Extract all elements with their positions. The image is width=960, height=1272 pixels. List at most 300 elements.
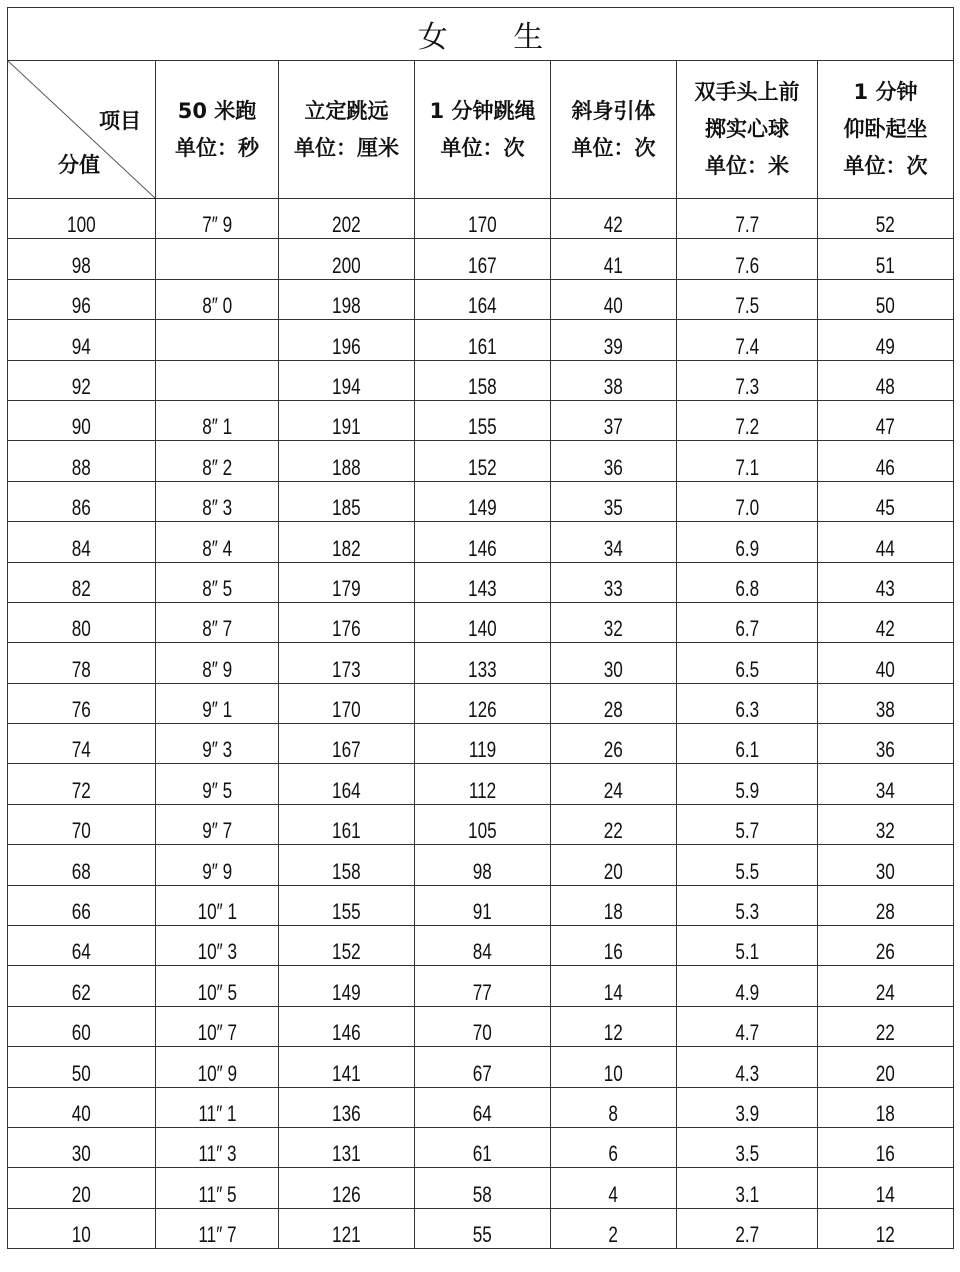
- cell-text: 10″ 9: [197, 1060, 237, 1086]
- value-cell: [677, 724, 818, 764]
- column-header-line: 单位：次: [571, 135, 656, 160]
- cell-text: 6.3: [735, 697, 759, 723]
- score-cell: [8, 441, 156, 481]
- value-cell: [551, 602, 677, 642]
- cell-text: 8: [608, 1100, 619, 1126]
- cell-text: 173: [332, 656, 361, 682]
- cell-text: 131: [332, 1141, 361, 1167]
- scoring-table: [7, 7, 954, 1249]
- value-cell: [677, 764, 818, 804]
- value-cell: [279, 804, 415, 844]
- cell-text: 5.9: [735, 777, 759, 803]
- value-cell: [551, 926, 677, 966]
- value-cell: [818, 1087, 954, 1127]
- value-cell: [551, 683, 677, 723]
- cell-text: 26: [875, 939, 896, 965]
- score-cell: [8, 804, 156, 844]
- cell-text: 7.6: [735, 252, 759, 278]
- value-cell: [551, 360, 677, 400]
- value-cell: [415, 966, 551, 1006]
- cell-text: 10″ 5: [197, 979, 237, 1005]
- cell-text: 44: [875, 535, 896, 561]
- value-cell: [677, 320, 818, 360]
- cell-text: 6.5: [735, 656, 759, 682]
- value-cell: [279, 481, 415, 521]
- value-cell: [677, 1208, 818, 1248]
- value-cell: [818, 602, 954, 642]
- cell-text: 36: [875, 737, 896, 763]
- cell-text: 133: [468, 656, 497, 682]
- cell-text: 10: [71, 1222, 92, 1248]
- column-header-line: 立定跳远: [304, 98, 389, 123]
- cell-text: 35: [603, 495, 624, 521]
- value-cell: [156, 1208, 279, 1248]
- value-cell: [279, 1208, 415, 1248]
- value-cell: [551, 441, 677, 481]
- score-cell: [8, 320, 156, 360]
- value-cell: [551, 562, 677, 602]
- score-cell: [8, 764, 156, 804]
- cell-text: 191: [332, 414, 361, 440]
- column-header: [818, 61, 954, 199]
- value-cell: [415, 602, 551, 642]
- score-cell: [8, 926, 156, 966]
- cell-text: 8″ 2: [202, 454, 232, 480]
- score-cell: [8, 845, 156, 885]
- value-cell: [279, 643, 415, 683]
- value-cell: [415, 926, 551, 966]
- cell-text: 3.9: [735, 1100, 759, 1126]
- value-cell: [551, 199, 677, 239]
- column-header: [415, 61, 551, 199]
- cell-text: 38: [875, 697, 896, 723]
- value-cell: [677, 885, 818, 925]
- value-cell: [156, 279, 279, 319]
- value-cell: [818, 441, 954, 481]
- cell-text: 70: [71, 818, 92, 844]
- value-cell: [156, 522, 279, 562]
- value-cell: [156, 602, 279, 642]
- cell-text: 7.3: [735, 373, 759, 399]
- cell-text: 98: [71, 252, 92, 278]
- score-cell: [8, 683, 156, 723]
- value-cell: [415, 764, 551, 804]
- cell-text: 76: [71, 697, 92, 723]
- cell-text: 11″ 3: [197, 1141, 237, 1167]
- value-cell: [677, 845, 818, 885]
- cell-text: 16: [603, 939, 624, 965]
- cell-text: 9″ 9: [202, 858, 232, 884]
- value-cell: [677, 481, 818, 521]
- value-cell: [677, 683, 818, 723]
- value-cell: [415, 845, 551, 885]
- cell-text: 9″ 3: [202, 737, 232, 763]
- cell-text: 84: [71, 535, 92, 561]
- cell-text: 2: [608, 1222, 619, 1248]
- value-cell: [677, 1047, 818, 1087]
- value-cell: [818, 320, 954, 360]
- cell-text: 140: [468, 616, 497, 642]
- cell-text: 32: [603, 616, 624, 642]
- cell-text: 18: [875, 1100, 896, 1126]
- cell-text: 80: [71, 616, 92, 642]
- cell-text: 158: [332, 858, 361, 884]
- table-row: [8, 1208, 954, 1248]
- corner-item-label: 项目: [99, 109, 141, 133]
- cell-text: 32: [875, 818, 896, 844]
- cell-text: 94: [71, 333, 92, 359]
- column-header-line: 50 米跑: [177, 98, 257, 123]
- value-cell: [415, 1087, 551, 1127]
- cell-text: 24: [603, 777, 624, 803]
- value-cell: [415, 481, 551, 521]
- column-header: [677, 61, 818, 199]
- value-cell: [279, 360, 415, 400]
- cell-text: 7.4: [735, 333, 759, 359]
- table-row: [8, 239, 954, 279]
- value-cell: [551, 1047, 677, 1087]
- cell-text: 67: [472, 1060, 493, 1086]
- cell-text: 12: [603, 1020, 624, 1046]
- table-row: [8, 926, 954, 966]
- cell-text: 64: [472, 1100, 493, 1126]
- cell-text: 6.1: [735, 737, 759, 763]
- value-cell: [551, 845, 677, 885]
- score-cell: [8, 199, 156, 239]
- value-cell: [279, 279, 415, 319]
- value-cell: [279, 966, 415, 1006]
- value-cell: [551, 481, 677, 521]
- cell-text: 96: [71, 293, 92, 319]
- value-cell: [415, 683, 551, 723]
- cell-text: 10″ 1: [197, 899, 237, 925]
- score-cell: [8, 360, 156, 400]
- cell-text: 7.1: [735, 454, 759, 480]
- value-cell: [156, 966, 279, 1006]
- cell-text: 42: [875, 616, 896, 642]
- value-cell: [279, 845, 415, 885]
- value-cell: [415, 279, 551, 319]
- table-row: [8, 562, 954, 602]
- score-cell: [8, 562, 156, 602]
- value-cell: [818, 360, 954, 400]
- cell-text: 7.5: [735, 293, 759, 319]
- cell-text: 42: [603, 212, 624, 238]
- value-cell: [551, 320, 677, 360]
- cell-text: 149: [332, 979, 361, 1005]
- cell-text: 6.7: [735, 616, 759, 642]
- value-cell: [551, 400, 677, 440]
- value-cell: [551, 522, 677, 562]
- value-cell: [415, 562, 551, 602]
- cell-text: 155: [468, 414, 497, 440]
- value-cell: [415, 1006, 551, 1046]
- table-row: [8, 441, 954, 481]
- cell-text: 112: [468, 777, 497, 803]
- value-cell: [818, 926, 954, 966]
- value-cell: [156, 239, 279, 279]
- corner-score-label: 分值: [58, 153, 100, 177]
- score-cell: [8, 1168, 156, 1208]
- cell-text: 8″ 9: [202, 656, 232, 682]
- cell-text: 72: [71, 777, 92, 803]
- value-cell: [818, 643, 954, 683]
- cell-text: 34: [875, 777, 896, 803]
- cell-text: 3.5: [735, 1141, 759, 1167]
- value-cell: [156, 320, 279, 360]
- cell-text: 16: [875, 1141, 896, 1167]
- cell-text: 5.7: [735, 818, 759, 844]
- value-cell: [156, 1006, 279, 1046]
- cell-text: 167: [332, 737, 361, 763]
- cell-text: 4.7: [735, 1020, 759, 1046]
- value-cell: [279, 1047, 415, 1087]
- cell-text: 3.1: [735, 1181, 759, 1207]
- value-cell: [818, 885, 954, 925]
- cell-text: 126: [468, 697, 497, 723]
- cell-text: 20: [875, 1060, 896, 1086]
- value-cell: [551, 804, 677, 844]
- table-row: [8, 1006, 954, 1046]
- value-cell: [279, 885, 415, 925]
- value-cell: [279, 602, 415, 642]
- cell-text: 66: [71, 899, 92, 925]
- value-cell: [279, 683, 415, 723]
- column-header-line: 单位：米: [705, 154, 789, 178]
- cell-text: 4.9: [735, 979, 759, 1005]
- cell-text: 28: [603, 697, 624, 723]
- cell-text: 40: [603, 293, 624, 319]
- score-cell: [8, 1047, 156, 1087]
- value-cell: [818, 522, 954, 562]
- cell-text: 100: [67, 212, 96, 238]
- table-row: [8, 845, 954, 885]
- cell-text: 11″ 5: [197, 1181, 237, 1207]
- cell-text: 77: [472, 979, 493, 1005]
- cell-text: 98: [472, 858, 493, 884]
- value-cell: [677, 441, 818, 481]
- value-cell: [279, 562, 415, 602]
- value-cell: [551, 966, 677, 1006]
- value-cell: [551, 1006, 677, 1046]
- cell-text: 30: [71, 1141, 92, 1167]
- table-row: [8, 643, 954, 683]
- cell-text: 51: [875, 252, 896, 278]
- cell-text: 10″ 7: [197, 1020, 237, 1046]
- cell-text: 90: [71, 414, 92, 440]
- cell-text: 202: [332, 212, 361, 238]
- cell-text: 7.2: [735, 414, 759, 440]
- table-row: [8, 885, 954, 925]
- cell-text: 7.0: [735, 495, 759, 521]
- cell-text: 136: [332, 1100, 361, 1126]
- cell-text: 55: [472, 1222, 493, 1248]
- cell-text: 14: [875, 1181, 896, 1207]
- cell-text: 14: [603, 979, 624, 1005]
- cell-text: 7″ 9: [202, 212, 232, 238]
- cell-text: 6.8: [735, 575, 759, 601]
- cell-text: 50: [875, 293, 896, 319]
- value-cell: [279, 764, 415, 804]
- score-cell: [8, 522, 156, 562]
- value-cell: [415, 441, 551, 481]
- cell-text: 45: [875, 495, 896, 521]
- cell-text: 8″ 5: [202, 575, 232, 601]
- value-cell: [818, 804, 954, 844]
- value-cell: [415, 400, 551, 440]
- column-header-line: 1 分钟: [853, 80, 918, 104]
- cell-text: 20: [71, 1181, 92, 1207]
- cell-text: 8″ 3: [202, 495, 232, 521]
- value-cell: [677, 562, 818, 602]
- cell-text: 24: [875, 979, 896, 1005]
- score-cell: [8, 481, 156, 521]
- cell-text: 4.3: [735, 1060, 759, 1086]
- score-cell: [8, 643, 156, 683]
- cell-text: 47: [875, 414, 896, 440]
- cell-text: 105: [468, 818, 497, 844]
- value-cell: [818, 845, 954, 885]
- value-cell: [279, 1087, 415, 1127]
- cell-text: 48: [875, 373, 896, 399]
- value-cell: [415, 804, 551, 844]
- score-cell: [8, 239, 156, 279]
- value-cell: [818, 279, 954, 319]
- value-cell: [415, 1208, 551, 1248]
- value-cell: [677, 239, 818, 279]
- cell-text: 170: [332, 697, 361, 723]
- cell-text: 40: [875, 656, 896, 682]
- value-cell: [677, 926, 818, 966]
- value-cell: [415, 643, 551, 683]
- value-cell: [156, 683, 279, 723]
- value-cell: [677, 1006, 818, 1046]
- value-cell: [551, 279, 677, 319]
- cell-text: 74: [71, 737, 92, 763]
- cell-text: 11″ 7: [197, 1222, 237, 1248]
- cell-text: 10″ 3: [197, 939, 237, 965]
- cell-text: 91: [472, 899, 493, 925]
- value-cell: [677, 522, 818, 562]
- score-cell: [8, 602, 156, 642]
- cell-text: 7.7: [735, 212, 759, 238]
- value-cell: [156, 764, 279, 804]
- table-row: [8, 522, 954, 562]
- value-cell: [818, 1006, 954, 1046]
- value-cell: [818, 1047, 954, 1087]
- cell-text: 20: [603, 858, 624, 884]
- cell-text: 143: [468, 575, 497, 601]
- score-cell: [8, 724, 156, 764]
- value-cell: [156, 804, 279, 844]
- cell-text: 68: [71, 858, 92, 884]
- cell-text: 126: [332, 1181, 361, 1207]
- cell-text: 11″ 1: [197, 1100, 237, 1126]
- cell-text: 84: [472, 939, 493, 965]
- cell-text: 182: [332, 535, 361, 561]
- cell-text: 61: [472, 1141, 493, 1167]
- table-row: [8, 1168, 954, 1208]
- cell-text: 52: [875, 212, 896, 238]
- cell-text: 43: [875, 575, 896, 601]
- column-header-line: 掷实心球: [705, 117, 789, 141]
- cell-text: 34: [603, 535, 624, 561]
- column-header: [156, 61, 279, 199]
- score-cell: [8, 1127, 156, 1167]
- table-row: [8, 199, 954, 239]
- value-cell: [551, 1087, 677, 1127]
- cell-text: 38: [603, 373, 624, 399]
- column-header-line: 1 分钟跳绳: [429, 98, 536, 123]
- score-cell: [8, 1087, 156, 1127]
- cell-text: 167: [468, 252, 497, 278]
- column-header: [279, 61, 415, 199]
- value-cell: [415, 724, 551, 764]
- table-title: 女 生: [8, 8, 954, 61]
- table-row: [8, 724, 954, 764]
- value-cell: [677, 966, 818, 1006]
- table-row: [8, 804, 954, 844]
- cell-text: 86: [71, 495, 92, 521]
- value-cell: [156, 643, 279, 683]
- value-cell: [415, 199, 551, 239]
- value-cell: [551, 239, 677, 279]
- value-cell: [156, 400, 279, 440]
- value-cell: [279, 522, 415, 562]
- value-cell: [156, 441, 279, 481]
- cell-text: 152: [468, 454, 497, 480]
- cell-text: 78: [71, 656, 92, 682]
- score-cell: [8, 966, 156, 1006]
- column-header: [551, 61, 677, 199]
- cell-text: 49: [875, 333, 896, 359]
- cell-text: 92: [71, 373, 92, 399]
- value-cell: [279, 239, 415, 279]
- cell-text: 164: [468, 293, 497, 319]
- value-cell: [156, 562, 279, 602]
- cell-text: 33: [603, 575, 624, 601]
- value-cell: [415, 239, 551, 279]
- cell-text: 149: [468, 495, 497, 521]
- cell-text: 188: [332, 454, 361, 480]
- score-cell: [8, 885, 156, 925]
- value-cell: [415, 1168, 551, 1208]
- value-cell: [818, 199, 954, 239]
- cell-text: 26: [603, 737, 624, 763]
- value-cell: [156, 926, 279, 966]
- column-header-line: 斜身引体: [571, 98, 656, 123]
- value-cell: [818, 764, 954, 804]
- cell-text: 200: [332, 252, 361, 278]
- cell-text: 6.9: [735, 535, 759, 561]
- cell-text: 30: [603, 656, 624, 682]
- cell-text: 196: [332, 333, 361, 359]
- cell-text: 4: [608, 1181, 619, 1207]
- cell-text: 10: [603, 1060, 624, 1086]
- cell-text: 6: [608, 1141, 619, 1167]
- value-cell: [279, 926, 415, 966]
- value-cell: [677, 1127, 818, 1167]
- cell-text: 185: [332, 495, 361, 521]
- cell-text: 22: [875, 1020, 896, 1046]
- cell-text: 5.5: [735, 858, 759, 884]
- cell-text: 164: [332, 777, 361, 803]
- value-cell: [677, 804, 818, 844]
- corner-header: [8, 61, 156, 199]
- cell-text: 36: [603, 454, 624, 480]
- value-cell: [677, 199, 818, 239]
- table-row: [8, 1087, 954, 1127]
